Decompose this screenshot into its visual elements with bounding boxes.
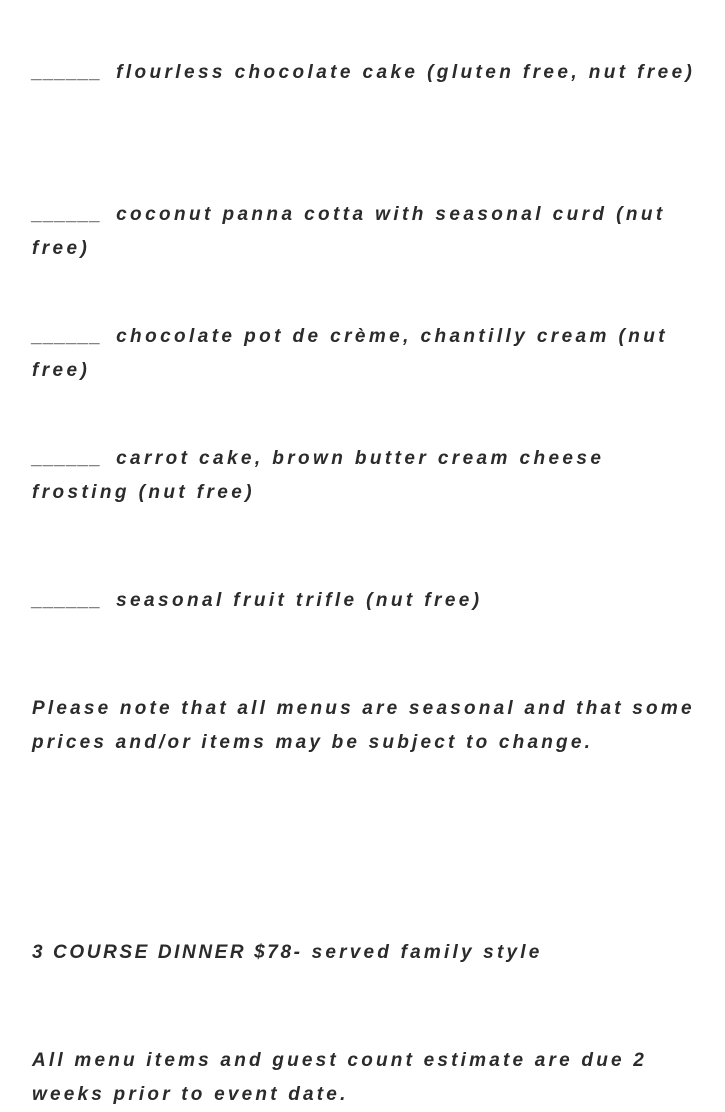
menu-item xyxy=(32,56,697,90)
menu-item xyxy=(32,584,697,618)
menu-item-blank: ______ xyxy=(32,204,102,225)
dinner-heading-title: 3 COURSE DINNER $78 xyxy=(32,942,294,963)
menu-item-text: carrot cake, brown butter cream cheese frosting (nut free) xyxy=(32,448,605,503)
menu-item-text: coconut panna cotta with seasonal curd (nut free) xyxy=(32,204,666,259)
dinner-heading-subtitle: - served family style xyxy=(293,942,543,963)
menu-item xyxy=(32,320,697,388)
footer-note: All menu items and guest count estimate are due 2 weeks prior to event date. xyxy=(32,1050,648,1105)
menu-item xyxy=(32,442,697,510)
dinner-heading xyxy=(32,936,697,970)
menu-item-blank: ______ xyxy=(32,590,102,611)
menu-item-blank: ______ xyxy=(32,62,102,83)
menu-item-blank: ______ xyxy=(32,448,102,469)
menu-item-text: chocolate pot de crème, chantilly cream (nut free) xyxy=(32,326,668,381)
menu-item-blank: ______ xyxy=(32,326,102,347)
menu-item xyxy=(32,198,697,266)
seasonal-note: Please note that all menus are seasonal and that some prices and/or items may be subject to change. xyxy=(32,698,695,753)
menu-item-text: flourless chocolate cake (gluten free, nut free) xyxy=(116,62,696,83)
menu-item-text: seasonal fruit trifle (nut free) xyxy=(116,590,483,611)
